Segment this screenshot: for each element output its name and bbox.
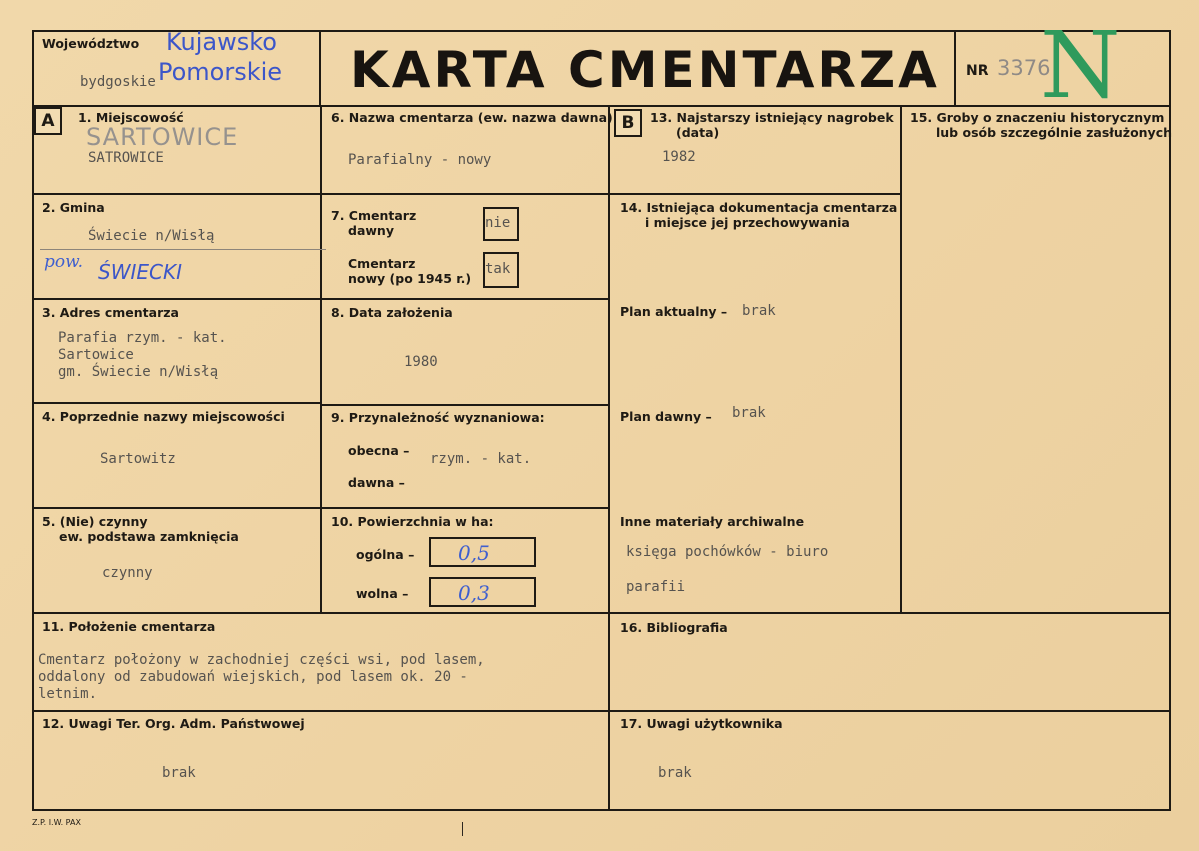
field-13-label-line2: (data) [676,125,720,140]
row-divider-a2 [32,298,322,300]
field-1-handwritten: SARTOWICE [86,123,239,151]
field-6-label: 6. Nazwa cmentarza (ew. nazwa dawna) [331,110,613,125]
field-10-wolna-value: 0,3 [458,581,490,605]
row-divider-a1 [32,193,322,195]
section-a-marker: A [34,107,62,135]
field-8-typed: 1980 [404,354,438,370]
field-5-typed: czynny [102,565,153,581]
card-title: KARTA CMENTARZA [350,41,940,99]
field-14-label-line1: 14. Istniejąca dokumentacja cmentarza [620,200,898,215]
field-17-label: 17. Uwagi użytkownika [620,716,783,731]
inne-materialy-line2: parafii [626,579,686,595]
field-7a-label-line1: 7. Cmentarz [331,208,417,223]
printer-imprint: Z.P. I.W. PAX [32,818,81,827]
wojewodztwo-stamp-line2: Pomorskie [158,58,283,86]
field-17-typed: brak [658,765,692,781]
section-b-marker: B [614,109,642,137]
field-10-ogolna-value: 0,5 [458,541,490,565]
field-7a-label-line2: dawny [348,223,394,238]
field-13-typed: 1982 [662,149,696,165]
field-15-label-line1: 15. Groby o znaczeniu historycznym [910,110,1165,125]
inne-materialy-line1: księga pochówków - biuro [626,544,829,560]
header-nr-divider [954,30,956,105]
field-9-label: 9. Przynależność wyznaniowa: [331,410,545,425]
field-5-label-line2: ew. podstawa zamknięcia [59,529,239,544]
header-divider [32,105,1171,107]
field-9-obecna-value: rzym. - kat. [430,451,532,467]
field-1-name: Miejscowość [95,110,184,125]
field-6-typed: Parafialny - nowy [348,152,492,168]
field-7b-value: tak [485,261,511,277]
col-divider-2 [608,105,610,811]
wojewodztwo-label: Województwo [42,36,140,51]
field-4-label: 4. Poprzednie nazwy miejscowości [42,409,285,424]
field-2-typed: Świecie n/Wisłą [88,228,215,244]
field-11-line2: oddalony od zabudowań wiejskich, pod lasem ok. 20 - [38,669,468,685]
field-7a-value: nie [485,215,511,231]
plan-aktualny-label: Plan aktualny – [620,304,728,319]
row-divider-12 [32,710,1171,712]
field-11-line3: letnim. [38,686,98,702]
row-divider-a3 [32,402,322,404]
field-11-line1: Cmentarz położony w zachodniej części wsi, pod lasem, [38,652,485,668]
field-16-label: 16. Bibliografia [620,620,728,635]
category-mark: N [1040,12,1121,119]
plan-dawny-value: brak [732,405,766,421]
field-10-wolna-label: wolna – [356,586,409,601]
field-12-label: 12. Uwagi Ter. Org. Adm. Państwowej [42,716,305,731]
field-15-label-line2: lub osób szczególnie zasłużonych [936,125,1173,140]
field-1-number: 1. [78,110,92,125]
nr-value: 3376 [997,56,1051,80]
nr-label: NR [966,63,989,79]
field-12-typed: brak [162,765,196,781]
row-divider-11 [32,612,1171,614]
row-divider-a4 [32,507,322,509]
field-3-line2: Sartowice [58,347,134,363]
field-7b-label-line2: nowy (po 1945 r.) [348,271,472,286]
field-8-label: 8. Data założenia [331,305,453,320]
wojewodztwo-stamp-line1: Kujawsko [166,28,277,56]
field-3-line1: Parafia rzym. - kat. [58,330,227,346]
field-2-pow-stamp: ŚWIECKI [98,260,182,284]
field-14-label-line2: i miejsce jej przechowywania [645,215,850,230]
row-divider-b1 [608,193,902,195]
field-10-label: 10. Powierzchnia w ha: [331,514,494,529]
inne-materialy-label: Inne materiały archiwalne [620,514,805,529]
field-1-typed: SATROWICE [88,150,164,166]
row-divider-m3 [320,404,610,406]
field-3-line3: gm. Świecie n/Wisłą [58,364,219,380]
plan-aktualny-value: brak [742,303,776,319]
field-9-dawna-label: dawna – [348,475,405,490]
field-13-label-line1: 13. Najstarszy istniejący nagrobek [650,110,894,125]
center-fold-mark [462,822,463,836]
field-7b-label-line1: Cmentarz [348,256,416,271]
field-2-underline [40,249,326,250]
field-2-label: 2. Gmina [42,200,105,215]
col-divider-3 [900,105,902,613]
field-10-ogolna-label: ogólna – [356,547,415,562]
row-divider-m2 [320,298,610,300]
field-11-label: 11. Położenie cmentarza [42,619,216,634]
row-divider-m1 [320,193,610,195]
row-divider-m4 [320,507,610,509]
field-3-label: 3. Adres cmentarza [42,305,179,320]
field-4-typed: Sartowitz [100,451,176,467]
plan-dawny-label: Plan dawny – [620,409,712,424]
field-2-pow-label: pow. [44,252,84,272]
wojewodztwo-typed: bydgoskie [80,74,156,90]
field-9-obecna-label: obecna – [348,443,410,458]
field-5-label-line1: 5. (Nie) czynny [42,514,148,529]
col-divider-1 [320,105,322,613]
header-left-divider [319,30,321,105]
